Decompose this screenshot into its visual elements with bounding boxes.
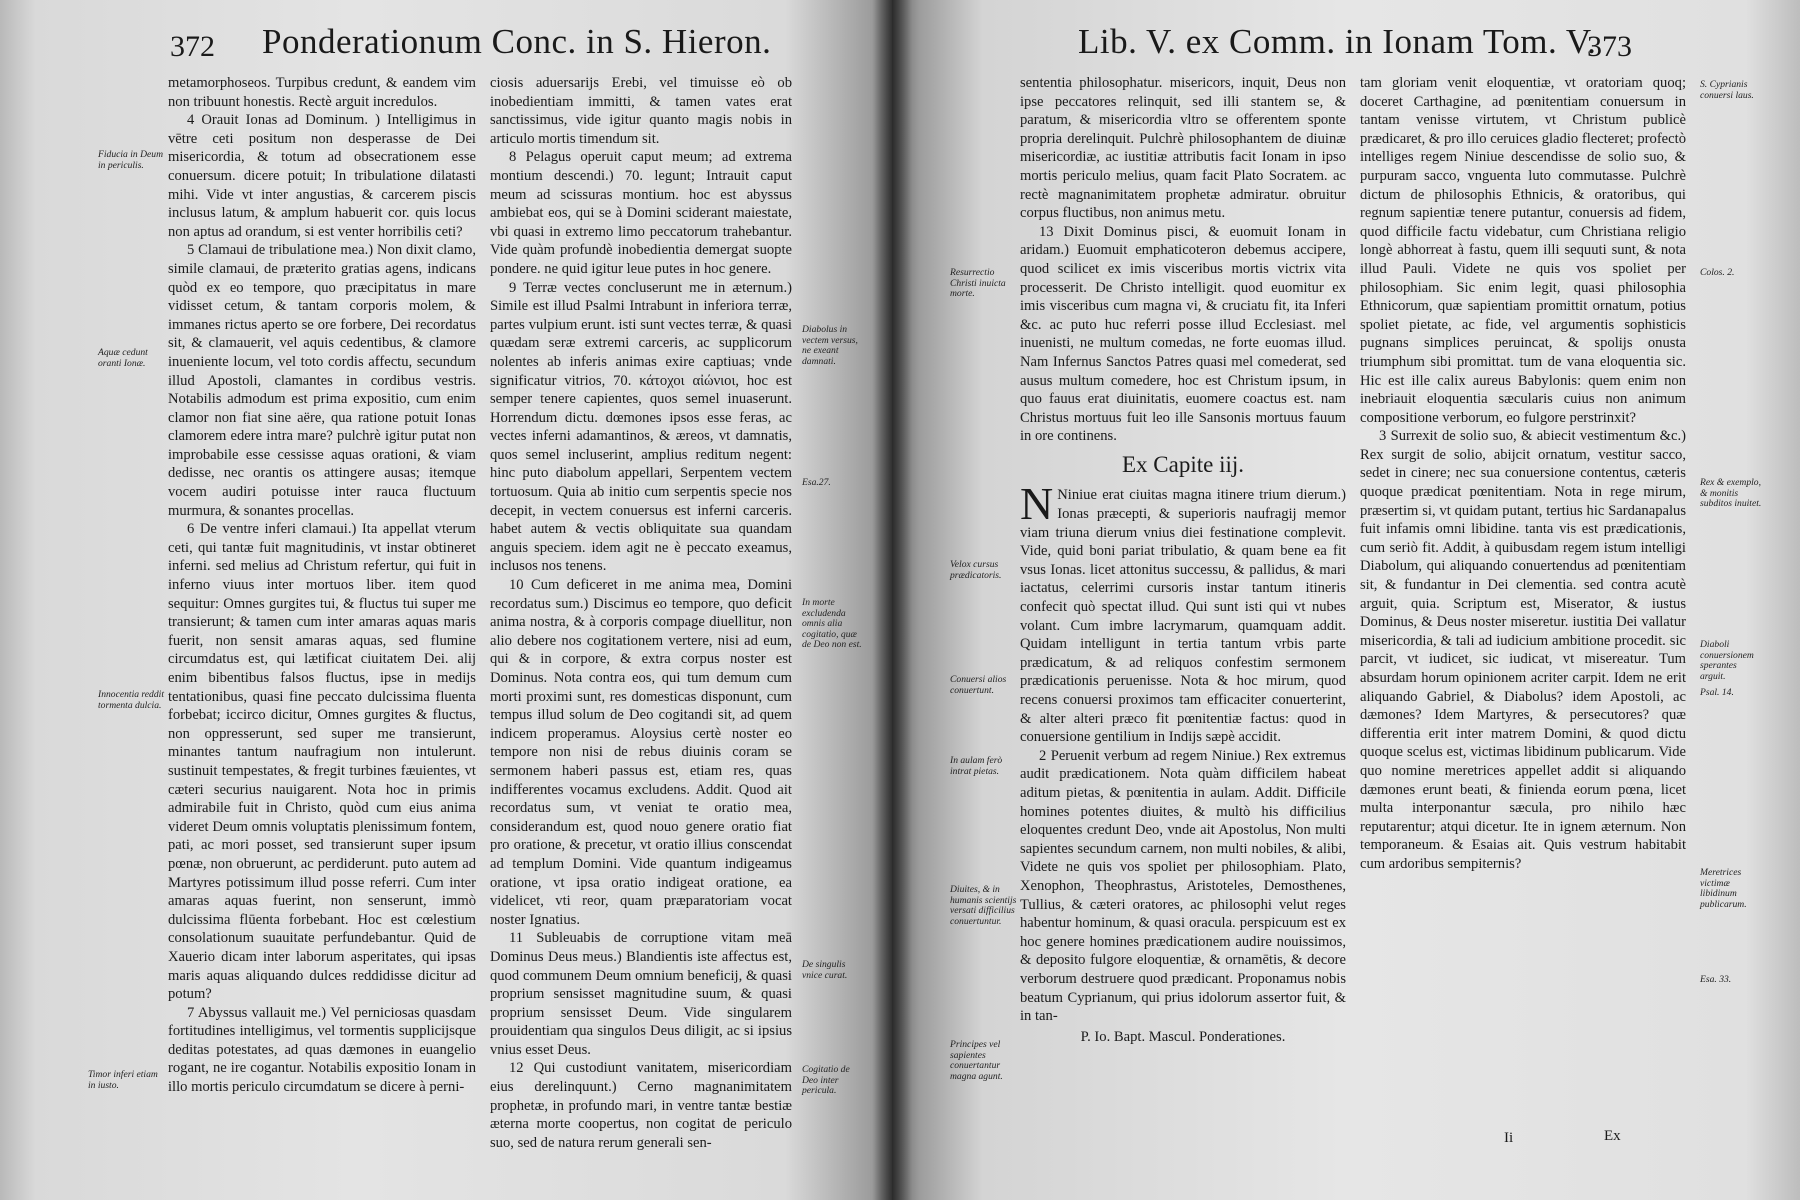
left-margin-note-4: Timor inferi etiam in iusto. bbox=[88, 1069, 158, 1091]
right-margin-note-3: Conuersi alios conuertunt. bbox=[950, 674, 1007, 696]
right-margin-note-12: Meretrices victimæ libidinum publicarum. bbox=[1700, 867, 1747, 910]
right-margin-note-9: Rex & exemplo, & monitis subditos inuitet. bbox=[1700, 477, 1762, 510]
catchword: Ex bbox=[1604, 1128, 1621, 1144]
left-column-2 bbox=[490, 74, 792, 1154]
left-col2-para-5: 12 Qui custodiunt vanitatem, misericordiam eius derelinquunt.) Cerno magnanimitatem prophetæ, in profundo mari, in ventre tantæ bestiæ æterna morte coopertus, non cogitat de periculo suo, sed de natura rerum generali sen- bbox=[490, 1060, 792, 1151]
right-col2-para-0: tam gloriam venit eloquentiæ, vt oratoriam quoq; doceret Carthagine, ad pœnitentiam conuersum in tantam venisse virtutem, vt Christum publicè prædicaret, & pro illo ceruices gladio flecteret; profectò intelliges regem Niniue descendisse de solio suo, & purpuram sacco, vnguenta luto commutasse. Pulchrè dictum de philosophis Ethnicis, & oratoribus, qui regnum sapientiæ tenere putantur, conuersis ad fidem, quod difficile factu videbatur, cum Christiana religio longè abhorreat à fastu, quem illi sequuti sunt, & nota illud Pauli. Videte ne quis vos spoliet per philosophiam. Sic enim legit, quasi philosophia Ethnicorum, quæ sapientiam promittit ornatum, potius spoliet pietate, ac fide, vel argumentis sophisticis pugnans simplices peruincat, & spolijs onusta triumphum sibi promittat. tum de vana eloquentia sic. Hic est ille calix aureus Babylonis: quem enim non inebriauit eloquentia sæcularis cuius non animum compositione verborum, eo fulgore perstrinxit? bbox=[1360, 75, 1686, 426]
left-page-number: 372 bbox=[170, 30, 215, 63]
left-margin-note-5: Diabolus in vectem versus, ne exeant damnati. bbox=[802, 324, 858, 367]
left-margin-note-8: De singulis vnice curat. bbox=[802, 959, 848, 981]
right-col2-para-1: 3 Surrexit de solio suo, & abiecit vestimentum &c.) Rex surgit de solio, abijcit ornatum, vestitur sacco, sedet in cinere; nec sua conuersione contentus, cæteris quoque prædicat pœnitentiam. Nota in rege mirum, præsertim si, vt quidam putant, tertius hic Sardanapalus fuit infamis omni libidine. tanta vis est prædicationis, cum seriò fit. Addit, à quibusdam regem istum intelligi Diabolum, qui aliquando conuertendus ad pœnitentiam sit, & fundantur in Dei clementia. sed contra acutè arguit, quia. Scriptum est, Miserator, & iustus Dominus, & Deus noster miseretur. iustitia Dei vallatur misericordia, & tali ad iudicium ambitione procedit. sic parcit, vt iudicet, sic iudicat, vt misereatur. Tum absurdam horum opinionem acriter carpit. Idem ne erit aliquando Gabriel, & Diabolus? idem Apostoli, ac dæmones? Idem Martyres, & persecutores? quæ differentia erit inter matrem Domini, & quod dictu quoque scelus est, victimas libidinum publicarum. Vide quo nomine meretrices appellet addit si aliquando dæmones erunt beati, & finienda eorum pœna, licet multa interponantur sæcula, pro nihilo hæc reputarentur; atqui dicetur. Ite in ignem æternum. Non temporaneum. & Esaias ait. Quis vestrum habitabit cum ardoribus sempiternis? bbox=[1360, 428, 1686, 872]
left-col2-para-0: ciosis aduersarijs Erebi, vel timuisse eò ob inobedientiam immitti, & tamen vates erat sanctissimus, vide igitur quanto magis nobis in articulo mortis timendum sit. bbox=[490, 75, 792, 147]
left-col2-para-3: 10 Cum deficeret in me anima mea, Domini recordatus sum.) Discimus eo tempore, quo deficit anima nostra, & à corporis compage diuellitur, non alio debere nos cogitationem vertere, nisi ad eum, qui & in corpore, & extra corpus noster est Dominus. Nota contra eos, qui tum demum cum morti proximi sunt, res domesticas disponunt, cum tempus illud solum de Deo cogitandi sit, ad quem indicem properamus. Aloysius certè noster eo tempore non nisi de rebus diuinis coram se sermonem haberi passus est, etiam res, quas indifferentes vocamus excludens. Addit. Quod ait recordatus sum, vt veniat te oratio mea, considerandum est, quod nouo genere oratio fiat pro oratione, & precetur, vt oratio illius conscendat ad templum Domini. Vide quantum indigeamus oratione, vt ipsa oratio indigeat oratione, ea videlicet, vti reor, quam præparatoriam vocat noster Ignatius. bbox=[490, 577, 792, 928]
right-column-2 bbox=[1360, 74, 1686, 1134]
left-col2-para-2: 9 Terræ vectes concluserunt me in æternum.) Simile est illud Psalmi Intrabunt in inferiora terræ, partes vulpium erunt. isti sunt vectes terræ, & quasi quædam seræ extremi carceris, ac supplicorum nolentes ab inferis animas exire captiuas; vnde significatur vitrios, 70. κάτοχοι αἰώνιοι, hoc est semper tenere capientes, quos semel inuaserunt. Horrendum dictu. dœmones ipsos esse feras, ac vectes inferni adamantinos, & æreos, vt damnatis, quos semel incluserint, amplius reditum negent: hinc puto diabolum appellari, Serpentem vectem tortuosum. Quia ab initio cum serpentis specie nos decepit, in vectem conuersus est inferni carceris. habet autem & vectis obliquitate sua quandam anguis speciem. idem agit ne è peccato exeamus, inclusos nos tenens. bbox=[490, 279, 792, 575]
right-margin-note-13: Esa. 33. bbox=[1700, 974, 1732, 985]
left-col1-para-2: 5 Clamaui de tribulatione mea.) Non dixit clamo, simile clamaui, de præterito gratias agens, indicans quòd ex eo tempore, quo præcipitatus in mare vidisset cetum, & tantam corporis molem, & immanes rictus aperto se ore forbere, Dei recordatus sit, & clamauerit, vel aquis cedentibus, & clamore inueniente locum, vel toto cordis affectu, secundum illud Apostoli, clamantes in cordibus vestris. Notabilis admodum est prima expositio, cum enim clamor non fiat sine aëre, qua ratione potuit Ionas clamorem edere intra mare? pulchrè igitur putat non improbabile esse cessisse aquas orationi, & viam dedisse, nec orantis os attingere ausas; itemque vocem audiri potuisse inter rauca fluctuum murmura, & sonantes procellas. bbox=[168, 242, 476, 519]
left-column-1 bbox=[168, 74, 476, 1154]
right-col1-para-2 bbox=[1020, 478, 1346, 746]
right-col1-para-0: sententia philosophatur. misericors, inquit, Deus non ipse peccatores relinquit, sed illi stantem se, & paratum, & misericordia vltro se offerentem sponte propria derelinquit. Pulchrè philosophantem de diuinæ misericordiæ, ac iustitiæ attributis facit Ionam in ipso mortis periculo melius, quam facit Plato Socratem. ac rectè magnanimitatem prophetæ admiratur. obruitur corpus fluctibus, non animus metu. bbox=[1020, 75, 1346, 222]
right-margin-note-7: S. Cyprianis conuersi laus. bbox=[1700, 79, 1754, 101]
left-page bbox=[0, 0, 892, 1200]
right-margin-note-11: Psal. 14. bbox=[1700, 687, 1734, 698]
right-margin-note-4: In aulam ferò intrat pietas. bbox=[950, 755, 1003, 777]
right-page bbox=[892, 0, 1800, 1200]
left-margin-note-9: Cogitatio de Deo inter pericula. bbox=[802, 1064, 850, 1097]
left-margin-note-3: Innocentia reddit tormenta dulcia. bbox=[98, 689, 164, 711]
right-col1-para-2-text: Niniue erat ciuitas magna itinere trium dierum.) Ionas præcepti, & superioris naufragij memor viam triuna dierum vnius diei festinatione complevit. Vide, quid boni pariat tribulatio, & quam bene ea fit vsus Ionas. licet attonitus successu, & pallidus, & mari iactatus, celerrimi cursoris instar tantum itineris confecit quò spectat illud. Qui sunt isti qui vt nubes volant. Cum imbre lacrymarum, quamquam addit. Quidam intelligunt in tertia tantum vrbis parte prædicatum, & ad reliquos confestim sermonem prædicationis peruenisse. Nota & hoc mirum, quod recens conuersi proximos tam efficaciter conuerterint, & alter alteri præco fit pœnitentiæ factus: quod in conuersione gentilium in Indijs sæpè accidit. bbox=[1020, 487, 1346, 746]
left-margin-note-2: Aquæ cedunt oranti Ionæ. bbox=[98, 347, 148, 369]
signature-mark: Ii bbox=[1504, 1130, 1514, 1146]
right-col1-para-3: 2 Peruenit verbum ad regem Niniue.) Rex extremus audit prædicationem. Nota quàm difficilem habeat aditum pietas, & pœnitentia in aulam. Addit. Difficile homines potentes diuites, & multò his difficilius eloquentes credunt Deo, vnde ait Apostolus, Non multi sapientes secundum carnem, non multi nobiles, & alibi, Videte ne quis vos spoliet per philosophiam. Plato, Xenophon, Theophrastus, Aristoteles, Demosthenes, Tullius, & cæteri oratores, ac philosophi velut reges habentur hominum, & quasi oracula. perspicuum est ex hoc genere homines prædicationem audire nouissimos, & deposito fulgore eloquentiæ, & ornamētis, & decore verborum destruere quod prædicant. Proponamus nobis beatum Cyprianum, qui prius idolorum assertor fuit, & in tan- bbox=[1020, 747, 1346, 1025]
right-margin-note-2: Velox cursus prædicatoris. bbox=[950, 559, 1002, 581]
book-gutter bbox=[872, 0, 912, 1200]
left-col1-para-3: 6 De ventre inferi clamaui.) Ita appellat vterum ceti, qui tantæ fuit magnitudinis, vt instar obtineret inferni. sed melius ad Christum refertur, qui fuit in inferno viuus inter mortuos liber. item quod sequitur: Omnes gurgites tui, & fluctus tui super me transierunt; & tamen cum inter amaras aquas maris fuerit, non sensit amaras aquas, sed flumine circumdatus est, qui lætificat ciuitatem Dei. alij enim bibentibus falsos fluctus, ipse in medijs tentationibus, quasi fine peccato dulcissima fluenta forbebat; iccirco dicitur, Omnes gurgites & fluctus, non oppresserunt, sed super me transierunt, minantes tantum naufragium non intulerunt. sustinuit tempestates, & fregit turbines fæuientes, vt cæteri securius nauigarent. Nota hoc in primis admirabile fuit in Christo, quòd cum eius anima videret Deum omnis voluptatis plenissimum fontem, pati, ac mori posset, sed transierunt super ipsum pœnæ, non obruerunt, ac perdiderunt. puto autem ad Martyres potissimum illud posse referri. Cum inter amaras aquas fuerint, non senserunt, immò dulcissima flūenta forbebant. Hoc est cœlestium consolationum suauitate perfundebantur. Quid de Xauerio dicam inter laborum asperitates, qui ipsas maris aquas aliquando dulces reddidisse dicitur ad potum? bbox=[168, 521, 476, 1003]
right-page-number: 373 bbox=[1587, 30, 1632, 63]
left-col1-para-4: 7 Abyssus vallauit me.) Vel perniciosas quasdam fortitudines intelligimus, vel tormentis supplicijsque deditas potestates, ad quas dæmones in euangelio rogant, ne ire cogantur. Notabilis expositio Ionam in illo mortis periculo circumdatum se dicere à perni- bbox=[168, 1004, 476, 1096]
drop-cap: N bbox=[1020, 478, 1054, 530]
left-margin-note-7: In morte excludenda omnis alia cogitatio, quæ de Deo non est. bbox=[802, 597, 862, 651]
left-col2-para-4: 11 Subleuabis de corruptione vitam meā Dominus Deus meus.) Blandientis iste affectus est, quod communem Deum omnium beneficij, & quasi proprium sensisset magnitudine suum, & quasi proprium sensisset Deum. Vide singularem prouidentiam qua singulos Deus diligit, ac si ipsius vnius esset Deus. bbox=[490, 930, 792, 1058]
left-col1-para-1: 4 Orauit Ionas ad Dominum. ) Intelligimus in vētre ceti positum non desperasse de Dei misericordia, & totum ad obsecrationem esse conuersum. dicere potuit; In tribulatione dilatasti mihi. Vide vt inter angustias, & carcerem piscis inclusus latum, & amplum habuerit cor. quis locus non aptus ad orandum, si est venter horribilis ceti? bbox=[168, 112, 476, 240]
right-margin-note-1: Resurrectio Christi inuicta morte. bbox=[950, 267, 1006, 300]
left-margin-note-6: Esa.27. bbox=[802, 477, 831, 488]
left-col1-para-0: metamorphoseos. Turpibus credunt, & eandem vim non tribuunt honestis. Rectè arguit incredulos. bbox=[168, 75, 476, 110]
right-margin-note-8: Colos. 2. bbox=[1700, 267, 1735, 278]
left-margin-note-1: Fiducia in Deum in periculis. bbox=[98, 149, 164, 171]
left-running-head: Ponderationum Conc. in S. Hieron. bbox=[262, 22, 772, 61]
right-margin-note-6: Principes vel sapientes conuertantur magna agunt. bbox=[950, 1039, 1003, 1082]
right-running-head: Lib. V. ex Comm. in Ionam Tom. V. bbox=[1078, 22, 1597, 61]
right-margin-note-5: Diuites, & in humanis scientijs versati difficilius conuertuntur. bbox=[950, 884, 1017, 927]
chapter-title: Ex Capite iij. bbox=[1121, 451, 1244, 477]
right-margin-note-10: Diaboli conuersionem sperantes arguit. bbox=[1700, 639, 1754, 682]
right-column-1 bbox=[1020, 74, 1346, 1146]
right-col1-para-1: 13 Dixit Dominus pisci, & euomuit Ionam in aridam.) Euomuit emphaticoteron debemus accipere, quod scilicet ex imis visceribus mortis victrix vita processerit. De Christo intelligit. quod euomitur ex imis visceribus cum magna vi, & cruciatu fit, ita Inferi &c. ac puto huc referri posse illud Ecclesiast. mel inuenisti, ne multum comedas, ne forte euomas illud. Nam Infernus Sanctos Patres quasi mel comederat, sed ausus multum comedere, hoc est Christum ipsum, in quo fauus erat diuinitatis, euomere coactus est. nam Christus mortuus fuit leo ille Sansonis mortuus fauum in ore continens. bbox=[1020, 223, 1346, 445]
printer-signature: P. Io. Bapt. Mascul. Ponderationes. bbox=[1080, 1028, 1286, 1045]
left-col2-para-1: 8 Pelagus operuit caput meum; ad extrema montium descendi.) 70. legunt; Intrauit caput meum ad scissuras montium. hoc est abyssus ambiebat eos, qui se à Domini sciderant maiestate, vbi quasi in extremo limo peccatorum trahebantur. Vide quàm profundè inobedientia demergat suopte pondere. ne quid igitur leue putes in hoc genere. bbox=[490, 149, 792, 277]
